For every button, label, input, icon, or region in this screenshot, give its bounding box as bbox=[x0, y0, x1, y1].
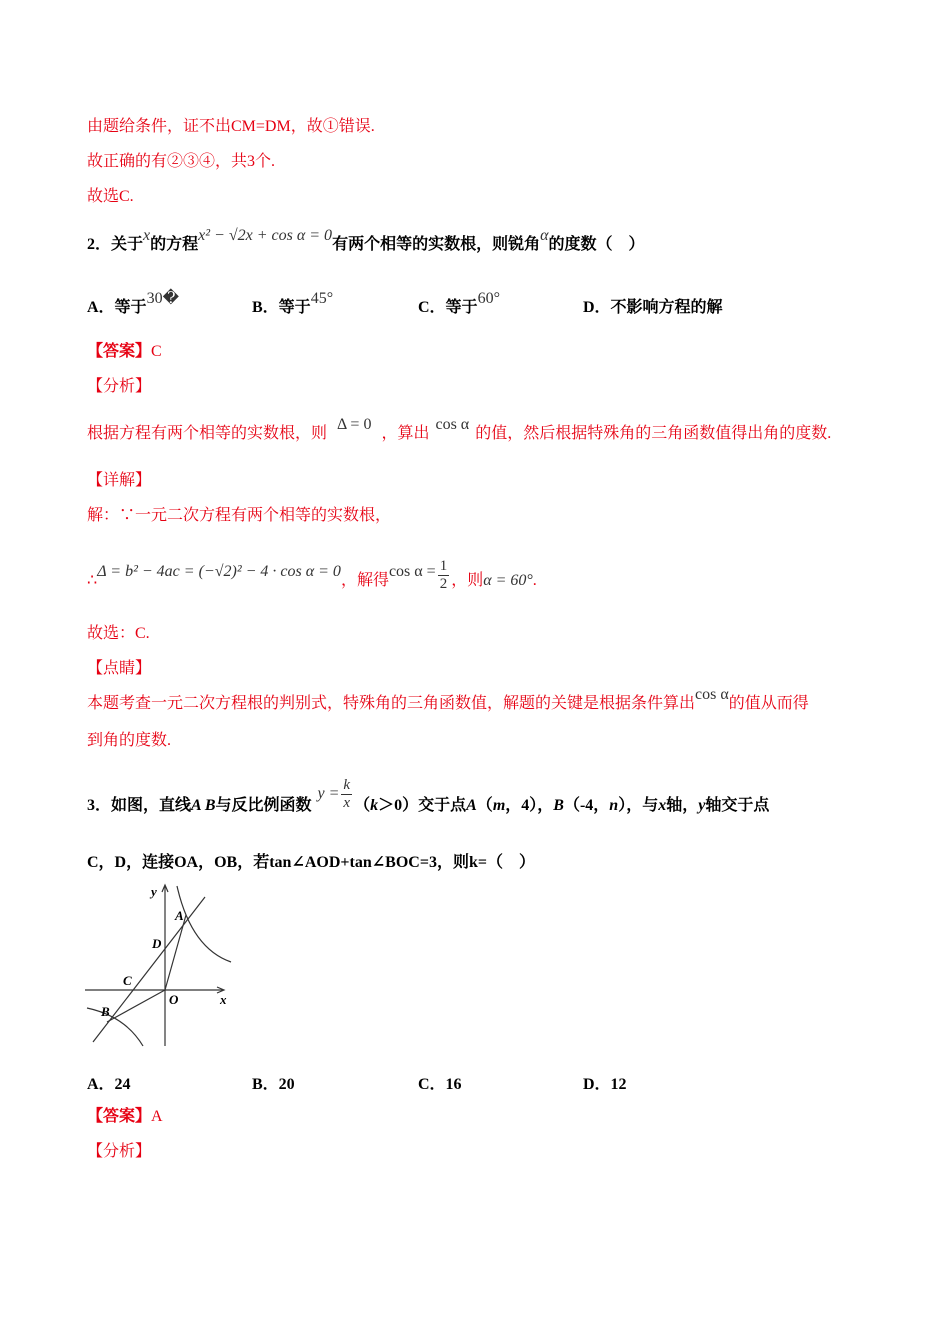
q2-detail-line-2 bbox=[87, 558, 537, 599]
q3-function-lhs: y = bbox=[317, 785, 340, 803]
q2-detail-text-2: ，则 bbox=[451, 572, 484, 590]
figure-label-c: C bbox=[123, 973, 132, 988]
figure-label-o: O bbox=[169, 992, 179, 1007]
q3-text-2: 与反比例函数 bbox=[215, 797, 312, 815]
q2-analysis-tag: 【分析】 bbox=[87, 378, 152, 395]
figure-label-x: x bbox=[220, 992, 227, 1007]
q2-comment-math: cos α bbox=[695, 686, 729, 703]
q2-option-b-value: 45° bbox=[310, 290, 334, 307]
q2-detail-text-1: ，解得 bbox=[340, 572, 389, 590]
q2-comment-line-1 bbox=[87, 686, 809, 715]
q2-detail-line-1: 解：∵一元二次方程有两个相等的实数根， bbox=[87, 507, 392, 524]
q2-option-a bbox=[87, 290, 179, 317]
q2-detail-math-2: cos α = bbox=[388, 563, 436, 581]
figure-label-a: A bbox=[175, 908, 184, 923]
q2-var-x: x bbox=[143, 227, 151, 244]
q3-var-m: m bbox=[492, 797, 506, 815]
q2-option-a-label: A．等于 bbox=[87, 299, 147, 316]
q2-answer bbox=[87, 341, 162, 363]
q3-point-a: A bbox=[466, 797, 477, 815]
q2-option-c bbox=[418, 290, 500, 317]
q2-option-b bbox=[252, 290, 334, 317]
q2-analysis bbox=[87, 416, 832, 445]
q2-detail-tag: 【详解】 bbox=[87, 472, 152, 489]
q3-fraction-numerator: k bbox=[343, 777, 351, 793]
q3-var-n: n bbox=[609, 797, 619, 815]
q2-text-1: 关于 bbox=[111, 236, 144, 253]
segment-oa bbox=[165, 915, 186, 990]
q2-option-a-value: 30� bbox=[146, 290, 179, 307]
q3-answer bbox=[87, 1106, 163, 1128]
q3-text-10: 轴交于点 bbox=[705, 797, 770, 815]
q2-stem bbox=[87, 227, 645, 256]
q2-choose: 故选：C. bbox=[87, 625, 150, 642]
q2-therefore-symbol: ∴ bbox=[87, 572, 98, 590]
q3-var-x: x bbox=[658, 797, 667, 815]
q2-option-c-value: 60° bbox=[477, 290, 500, 307]
q3-text-8: ），与 bbox=[618, 797, 659, 815]
prev-solution-line-3: 故选C. bbox=[87, 188, 134, 205]
q2-detail-math-3: α = 60° bbox=[483, 572, 533, 590]
q3-option-b: B．20 bbox=[252, 1076, 295, 1093]
q3-option-c: C．16 bbox=[418, 1076, 462, 1093]
q2-text-2: 的方程 bbox=[150, 236, 199, 253]
q3-fraction-denominator: x bbox=[343, 795, 351, 811]
q2-equation: x² − √2x + cos α = 0 bbox=[198, 227, 333, 244]
q2-answer-tag: 【答案】 bbox=[87, 343, 152, 360]
q2-comment-tag: 【点睛】 bbox=[87, 660, 152, 677]
q3-line-ab: A B bbox=[191, 797, 216, 815]
q2-fraction-numerator: 1 bbox=[439, 558, 448, 574]
q2-comment-line-2: 到角的度数. bbox=[87, 732, 172, 749]
q2-option-d bbox=[583, 294, 723, 317]
q2-answer-value: C bbox=[151, 343, 162, 360]
q2-option-d-label: D．不影响方程的解 bbox=[583, 299, 723, 316]
q2-analysis-text-2: ，算出 bbox=[381, 425, 430, 442]
q3-figure bbox=[85, 878, 235, 1048]
q2-detail-fraction bbox=[438, 558, 450, 593]
figure-label-d: D bbox=[152, 936, 162, 951]
q3-stem-line-2: C，D，连接OA，OB，若tan∠AOD+tan∠BOC=3，则k=（ ） bbox=[87, 854, 535, 871]
q3-point-b: B bbox=[553, 797, 564, 815]
q3-number: 3． bbox=[87, 797, 112, 815]
q3-text-1: 如图，直线 bbox=[111, 797, 192, 815]
q3-answer-value: A bbox=[151, 1108, 163, 1125]
q2-comment-text-1: 本题考查一元二次方程根的判别式，特殊角的三角函数值，解题的关键是根据条件算出 bbox=[87, 695, 696, 712]
q2-analysis-math-1: Δ = 0 bbox=[337, 416, 372, 433]
q3-text-5: （ bbox=[476, 797, 493, 815]
q3-answer-tag: 【答案】 bbox=[87, 1108, 152, 1125]
prev-solution-line-2: 故正确的有②③④，共3个. bbox=[87, 153, 276, 170]
figure-label-b: B bbox=[101, 1004, 110, 1019]
q3-text-3: （ bbox=[354, 797, 371, 815]
q2-option-c-label: C．等于 bbox=[418, 299, 478, 316]
q3-function-fraction bbox=[341, 777, 352, 812]
q3-text-6: ，4）， bbox=[505, 797, 554, 815]
q3-analysis-tag: 【分析】 bbox=[87, 1143, 152, 1160]
q3-stem-line-1 bbox=[87, 777, 770, 824]
q2-var-alpha: α bbox=[540, 227, 549, 244]
q2-analysis-text-3: 的值，然后根据特殊角的三角函数值得出角的度数. bbox=[475, 425, 832, 442]
q2-analysis-text-1: 根据方程有两个相等的实数根，则 bbox=[87, 425, 328, 442]
q2-number: 2． bbox=[87, 236, 112, 253]
q2-fraction-denominator: 2 bbox=[439, 576, 448, 592]
q3-var-y: y bbox=[698, 797, 706, 815]
q3-option-a: A．24 bbox=[87, 1076, 131, 1093]
q3-text-4: ＞0）交于点 bbox=[378, 797, 467, 815]
q2-text-3: 有两个相等的实数根，则锐角 bbox=[332, 236, 541, 253]
q2-detail-text-3: . bbox=[532, 572, 537, 590]
figure-label-y: y bbox=[151, 884, 157, 899]
q2-option-b-label: B．等于 bbox=[252, 299, 311, 316]
q3-text-7: （-4， bbox=[563, 797, 610, 815]
q2-detail-math-1: Δ = b² − 4ac = (−√2)² − 4 · cos α = 0 bbox=[97, 563, 341, 581]
q3-text-9: 轴， bbox=[666, 797, 699, 815]
segment-ob bbox=[107, 990, 165, 1022]
q2-text-4: 的度数（ ） bbox=[548, 236, 645, 253]
q2-analysis-math-2: cos α bbox=[435, 416, 470, 433]
q3-var-k: k bbox=[370, 797, 379, 815]
q2-comment-text-2: 的值从而得 bbox=[728, 695, 809, 712]
prev-solution-line-1: 由题给条件，证不出CM=DM，故①错误. bbox=[87, 118, 375, 135]
q3-option-d: D．12 bbox=[583, 1076, 627, 1093]
